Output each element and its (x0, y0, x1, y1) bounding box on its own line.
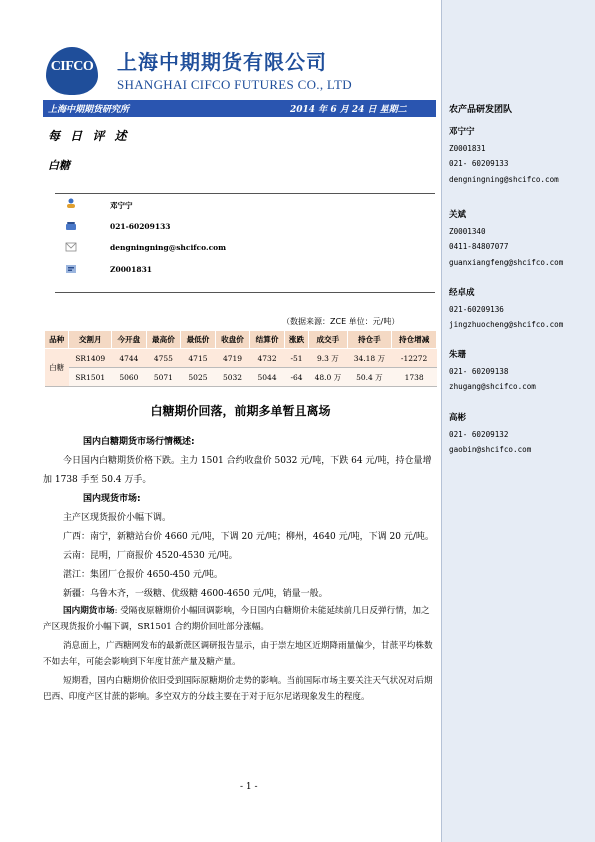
paragraph: 消息面上，广西糖网发布的最新蔗区调研报告显示，由于崇左地区近期降雨量偏少，甘蔗平均株数不如去年，可能会影响到下年度甘蔗产量及糖产量。 (43, 641, 433, 667)
data-source: （数据来源：ZCE 单位：元/吨） (282, 317, 400, 326)
commodity-title: 白糖 (48, 159, 70, 172)
analyst-row-license (65, 264, 77, 274)
analyst-email[interactable]: dengningning@shcifco.com (110, 243, 227, 252)
col-header: 持仓手 (347, 331, 392, 349)
col-header: 成交手 (309, 331, 347, 349)
team-member (449, 286, 563, 333)
col-header: 交割月 (69, 331, 112, 349)
company-name-cn: 上海中期期货有限公司 (117, 50, 327, 74)
analyst-name: 邓宁宁 (110, 201, 133, 210)
table-cell: 5025 (181, 368, 216, 387)
paragraph: 今日国内白糖期货价格下跌。主力 1501 合约收盘价 5032 元/吨，下跌 64 元/吨，持仓量增加 1738 手至 50.4 万手。 (43, 456, 432, 485)
paragraph: 广西：南宁，新糖站台价 4660 元/吨，下调 20 元/吨；柳州，4640 元/吨，下调 20 元/吨。 (63, 532, 434, 542)
member-email[interactable]: dengningning@shcifco.com (449, 174, 559, 184)
team-member (449, 125, 559, 187)
member-license: Z0001340 (449, 226, 486, 236)
table-cell: 5071 (146, 368, 181, 387)
paragraph: 云南：昆明，厂商报价 4520-4530 元/吨。 (63, 551, 238, 561)
table-cell: 4715 (181, 349, 216, 368)
table-cell: 1738 (392, 368, 437, 387)
analyst-license: Z0001831 (110, 265, 153, 274)
analyst-row-email (65, 242, 77, 252)
table-header-row (45, 331, 437, 349)
table-row (45, 368, 437, 387)
paragraph: 短期看，国内白糖期价依旧受到国际原糖期价走势的影响。当前国际市场主要关注天气状况对后期巴西、印度产区甘蔗的影响。多空双方的分歧主要在于对于厄尔尼诺现象发生的程度。 (43, 676, 433, 702)
table-cell: -12272 (392, 349, 437, 368)
table-cell: 4744 (112, 349, 147, 368)
paragraph (43, 604, 437, 635)
member-email[interactable]: guanxiangfeng@shcifco.com (449, 257, 564, 267)
logo-text: CIFCO (50, 59, 94, 74)
table-cell: 5032 (215, 368, 250, 387)
person-icon (65, 198, 77, 208)
member-name: 经卓成 (449, 288, 475, 298)
company-name-en: SHANGHAI CIFCO FUTURES CO., LTD (117, 77, 352, 92)
member-phone: 021- 60209133 (449, 159, 509, 168)
section-heading: 国内白糖期货市场行情概述: (83, 437, 195, 447)
section-heading: 国内期货市场 (63, 606, 115, 616)
institute-name: 上海中期期货研究所 (48, 105, 130, 115)
team-member (449, 411, 531, 458)
col-header: 最低价 (181, 331, 216, 349)
table-cell: SR1409 (69, 349, 112, 368)
col-header: 收盘价 (215, 331, 250, 349)
report-date: 2014 年 6 月 24 日 星期二 (290, 105, 407, 115)
table-cell: 5060 (112, 368, 147, 387)
product-cell: 白糖 (45, 349, 69, 387)
section-heading: 国内现货市场: (83, 494, 141, 504)
member-name: 高彬 (449, 413, 467, 423)
table-cell: 4755 (146, 349, 181, 368)
member-name: 朱珊 (449, 350, 467, 360)
member-name: 邓宁宁 (449, 127, 475, 137)
member-email[interactable]: zhugang@shcifco.com (449, 382, 536, 391)
analyst-row-name (65, 198, 77, 208)
quote-table (44, 330, 437, 387)
member-license: Z0001831 (449, 143, 486, 153)
analyst-phone: 021-60209133 (110, 222, 171, 231)
page-number: - 1 - (240, 782, 258, 792)
table-cell: -64 (284, 368, 308, 387)
col-header: 结算价 (250, 331, 285, 349)
table-cell: 48.0 万 (309, 368, 347, 387)
col-header: 涨跌 (284, 331, 308, 349)
team-member (449, 348, 536, 395)
table-cell: 9.3 万 (309, 349, 347, 368)
article-headline: 白糖期价回落，前期多单暂且离场 (150, 404, 331, 418)
col-header: 今开盘 (112, 331, 147, 349)
member-email[interactable]: gaobin@shcifco.com (449, 445, 532, 454)
certificate-icon (65, 264, 77, 274)
member-email[interactable]: jingzhuocheng@shcifco.com (449, 320, 564, 329)
table-cell: 4732 (250, 349, 285, 368)
table-cell: 50.4 万 (347, 368, 392, 387)
table-cell: SR1501 (69, 368, 112, 387)
sidebar-title: 农产品研发团队 (449, 105, 513, 115)
table-cell: -51 (284, 349, 308, 368)
paragraph: 湛江：集团厂仓报价 4650-450 元/吨。 (63, 570, 223, 580)
member-phone: 0411-84807077 (449, 242, 509, 251)
table-cell: 34.18 万 (347, 349, 392, 368)
analyst-block (55, 193, 435, 293)
paragraph: 主产区现货报价小幅下调。 (63, 513, 172, 523)
paragraph-text: : 受隔夜原糖期价小幅回调影响，今日国内白糖期价未能延续前几日反弹行情，加之产区现货报价小幅下调，SR1501 合约期价回吐部分涨幅。 (43, 606, 430, 632)
paragraph: 新疆：乌鲁木齐，一级糖、优级糖 4600-4650 元/吨，销量一般。 (63, 589, 328, 599)
table-row (45, 349, 437, 368)
member-phone: 021- 60209132 (449, 429, 509, 439)
article-body (43, 433, 437, 705)
table-cell: 5044 (250, 368, 285, 387)
table-cell: 4719 (215, 349, 250, 368)
team-member (449, 208, 563, 270)
col-header: 最高价 (146, 331, 181, 349)
analyst-row-phone (65, 221, 77, 231)
col-header: 品种 (45, 331, 69, 349)
member-phone: 021-60209136 (449, 304, 504, 314)
member-name: 关斌 (449, 210, 467, 220)
report-type: 每 日 评 述 (48, 129, 130, 143)
email-icon (65, 242, 77, 252)
col-header: 持仓增减 (392, 331, 437, 349)
phone-icon (65, 221, 77, 231)
member-phone: 021- 60209138 (449, 366, 509, 376)
